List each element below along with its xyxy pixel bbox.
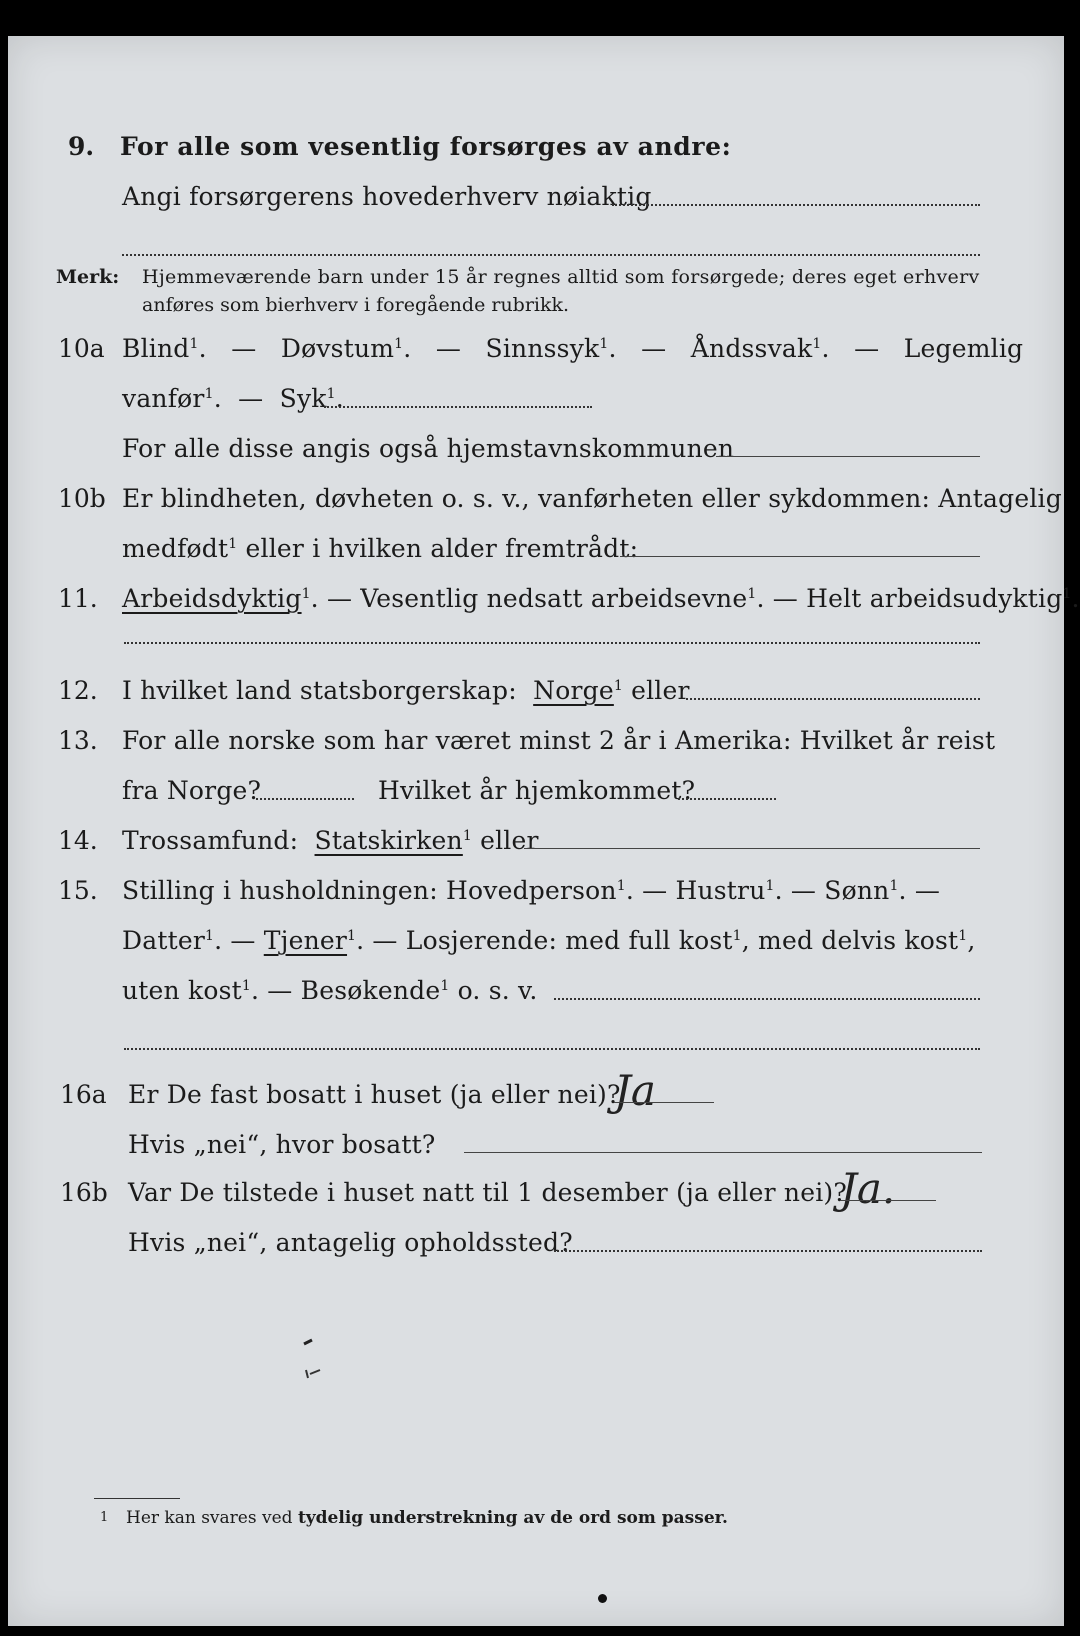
q9-extra-field[interactable] bbox=[122, 254, 980, 256]
q16a-handwritten-answer[interactable]: Ja bbox=[614, 1066, 656, 1115]
q15-line1: Stilling i husholdningen: Hovedperson$^1$. — Hustru$^1$. — Sønn$^1$. — bbox=[122, 876, 941, 905]
opt-statskirken[interactable]: Statskirken bbox=[314, 826, 463, 855]
q10a-field[interactable] bbox=[324, 406, 592, 408]
opt-dovstum[interactable]: Døvstum bbox=[280, 334, 395, 363]
footnote-rule bbox=[94, 1498, 180, 1499]
q16b-opphold-field[interactable] bbox=[554, 1250, 982, 1252]
opt-legemlig[interactable]: Legemlig bbox=[903, 334, 1024, 363]
q13-reist-label: fra Norge? bbox=[122, 776, 262, 805]
q12-field[interactable] bbox=[686, 698, 980, 700]
q16a-line2: Hvis „nei“, hvor bosatt? bbox=[128, 1130, 436, 1159]
q12-line: I hvilket land statsborgerskap: Norge$^1$ eller bbox=[122, 676, 690, 705]
q15-extra-field[interactable] bbox=[124, 1048, 980, 1050]
opt-uten-kost[interactable]: uten kost bbox=[122, 976, 242, 1005]
q10b-line2: medfødt$^1$ eller i hvilken alder fremtrådt: bbox=[122, 534, 639, 563]
q14-line: Trossamfund: Statskirken$^1$ eller bbox=[122, 826, 539, 855]
opt-blind[interactable]: Blind bbox=[122, 334, 190, 363]
opt-norge[interactable]: Norge bbox=[533, 676, 614, 705]
q10a-line3: For alle disse angis også hjemstavnskommunen bbox=[122, 434, 735, 463]
q12-number: 12. bbox=[58, 676, 98, 705]
merk-line1: Hjemmeværende barn under 15 år regnes alltid som forsørgede; deres eget erhverv bbox=[142, 266, 980, 288]
q10b-number: 10b bbox=[58, 484, 106, 513]
q13-number: 13. bbox=[58, 726, 98, 755]
q16a-text: Er De fast bosatt i huset (ja eller nei)? bbox=[128, 1080, 621, 1109]
q10a-line1: Blind$^1$. — Døvstum$^1$. — Sinnssyk$^1$. — Åndssvak$^1$. — Legemlig bbox=[122, 334, 1024, 363]
q9-number: 9. bbox=[68, 132, 95, 161]
q15-field[interactable] bbox=[554, 998, 980, 1000]
opt-vanfor[interactable]: vanfør bbox=[122, 384, 205, 413]
q10a-number: 10a bbox=[58, 334, 105, 363]
q16b-line2: Hvis „nei“, antagelig opholdssted? bbox=[128, 1228, 573, 1257]
q16b-number: 16b bbox=[60, 1178, 108, 1207]
q11-extra-field[interactable] bbox=[124, 642, 980, 644]
q10b-line1: Er blindheten, døvheten o. s. v., vanførheten eller sykdommen: Antagelig bbox=[122, 484, 1062, 513]
q13-hjem-field[interactable] bbox=[678, 798, 776, 800]
q9-line: Angi forsørgerens hovederhverv nøiaktig bbox=[122, 182, 652, 211]
ink-mark bbox=[298, 1336, 338, 1382]
footnote-mark: 1 bbox=[100, 1510, 109, 1525]
opt-datter[interactable]: Datter bbox=[122, 926, 205, 955]
q11-line: Arbeidsdyktig$^1$. — Vesentlig nedsatt arbeidsevne$^1$. — Helt arbeidsudyktig$^1$. bbox=[122, 584, 1080, 613]
opt-sinnssyk[interactable]: Sinnssyk bbox=[485, 334, 600, 363]
q15-number: 15. bbox=[58, 876, 98, 905]
q16b-text: Var De tilstede i huset natt til 1 desember (ja eller nei)? bbox=[128, 1178, 847, 1207]
merk-label: Merk: bbox=[56, 266, 120, 288]
q10b-field[interactable] bbox=[620, 556, 980, 557]
q16b-field[interactable] bbox=[840, 1200, 936, 1201]
opt-syk[interactable]: Syk bbox=[279, 384, 327, 413]
q9-answer-field[interactable] bbox=[612, 204, 980, 206]
q9-title: For alle som vesentlig forsørges av andre: bbox=[120, 132, 732, 161]
q16a-field[interactable] bbox=[614, 1102, 714, 1103]
q16a-number: 16a bbox=[60, 1080, 107, 1109]
q14-field[interactable] bbox=[524, 848, 980, 849]
q10a-kommune-field[interactable] bbox=[716, 456, 980, 457]
q11-number: 11. bbox=[58, 584, 98, 613]
q13-hjem-label: Hvilket år hjemkommet? bbox=[378, 776, 696, 805]
q15-line3: uten kost$^1$. — Besøkende$^1$ o. s. v. bbox=[122, 976, 538, 1005]
q16b-handwritten-answer[interactable]: Ja. bbox=[840, 1164, 896, 1213]
q14-number: 14. bbox=[58, 826, 98, 855]
opt-andssvak[interactable]: Åndssvak bbox=[690, 334, 813, 363]
opt-arbeidsdyktig[interactable]: Arbeidsdyktig bbox=[122, 584, 302, 613]
opt-medfodt[interactable]: medfødt bbox=[122, 534, 229, 563]
ink-dot bbox=[598, 1594, 607, 1603]
merk-line2: anføres som bierhverv i foregående rubrikk. bbox=[142, 294, 570, 316]
opt-tjener[interactable]: Tjener bbox=[263, 926, 348, 955]
q10a-line2: vanfør$^1$. — Syk$^1$. bbox=[122, 384, 344, 413]
q16a-bosatt-field[interactable] bbox=[464, 1152, 982, 1153]
form-sheet bbox=[8, 36, 1080, 1626]
q13-reist-field[interactable] bbox=[256, 798, 354, 800]
q15-line2: Datter$^1$. — Tjener$^1$. — Losjerende: med full kost$^1$, med delvis kost$^1$, bbox=[122, 926, 976, 955]
footnote-text: Her kan svares ved tydelig understrekning av de ord som passer. bbox=[126, 1508, 728, 1528]
q13-line1: For alle norske som har været minst 2 år i Amerika: Hvilket år reist bbox=[122, 726, 996, 755]
